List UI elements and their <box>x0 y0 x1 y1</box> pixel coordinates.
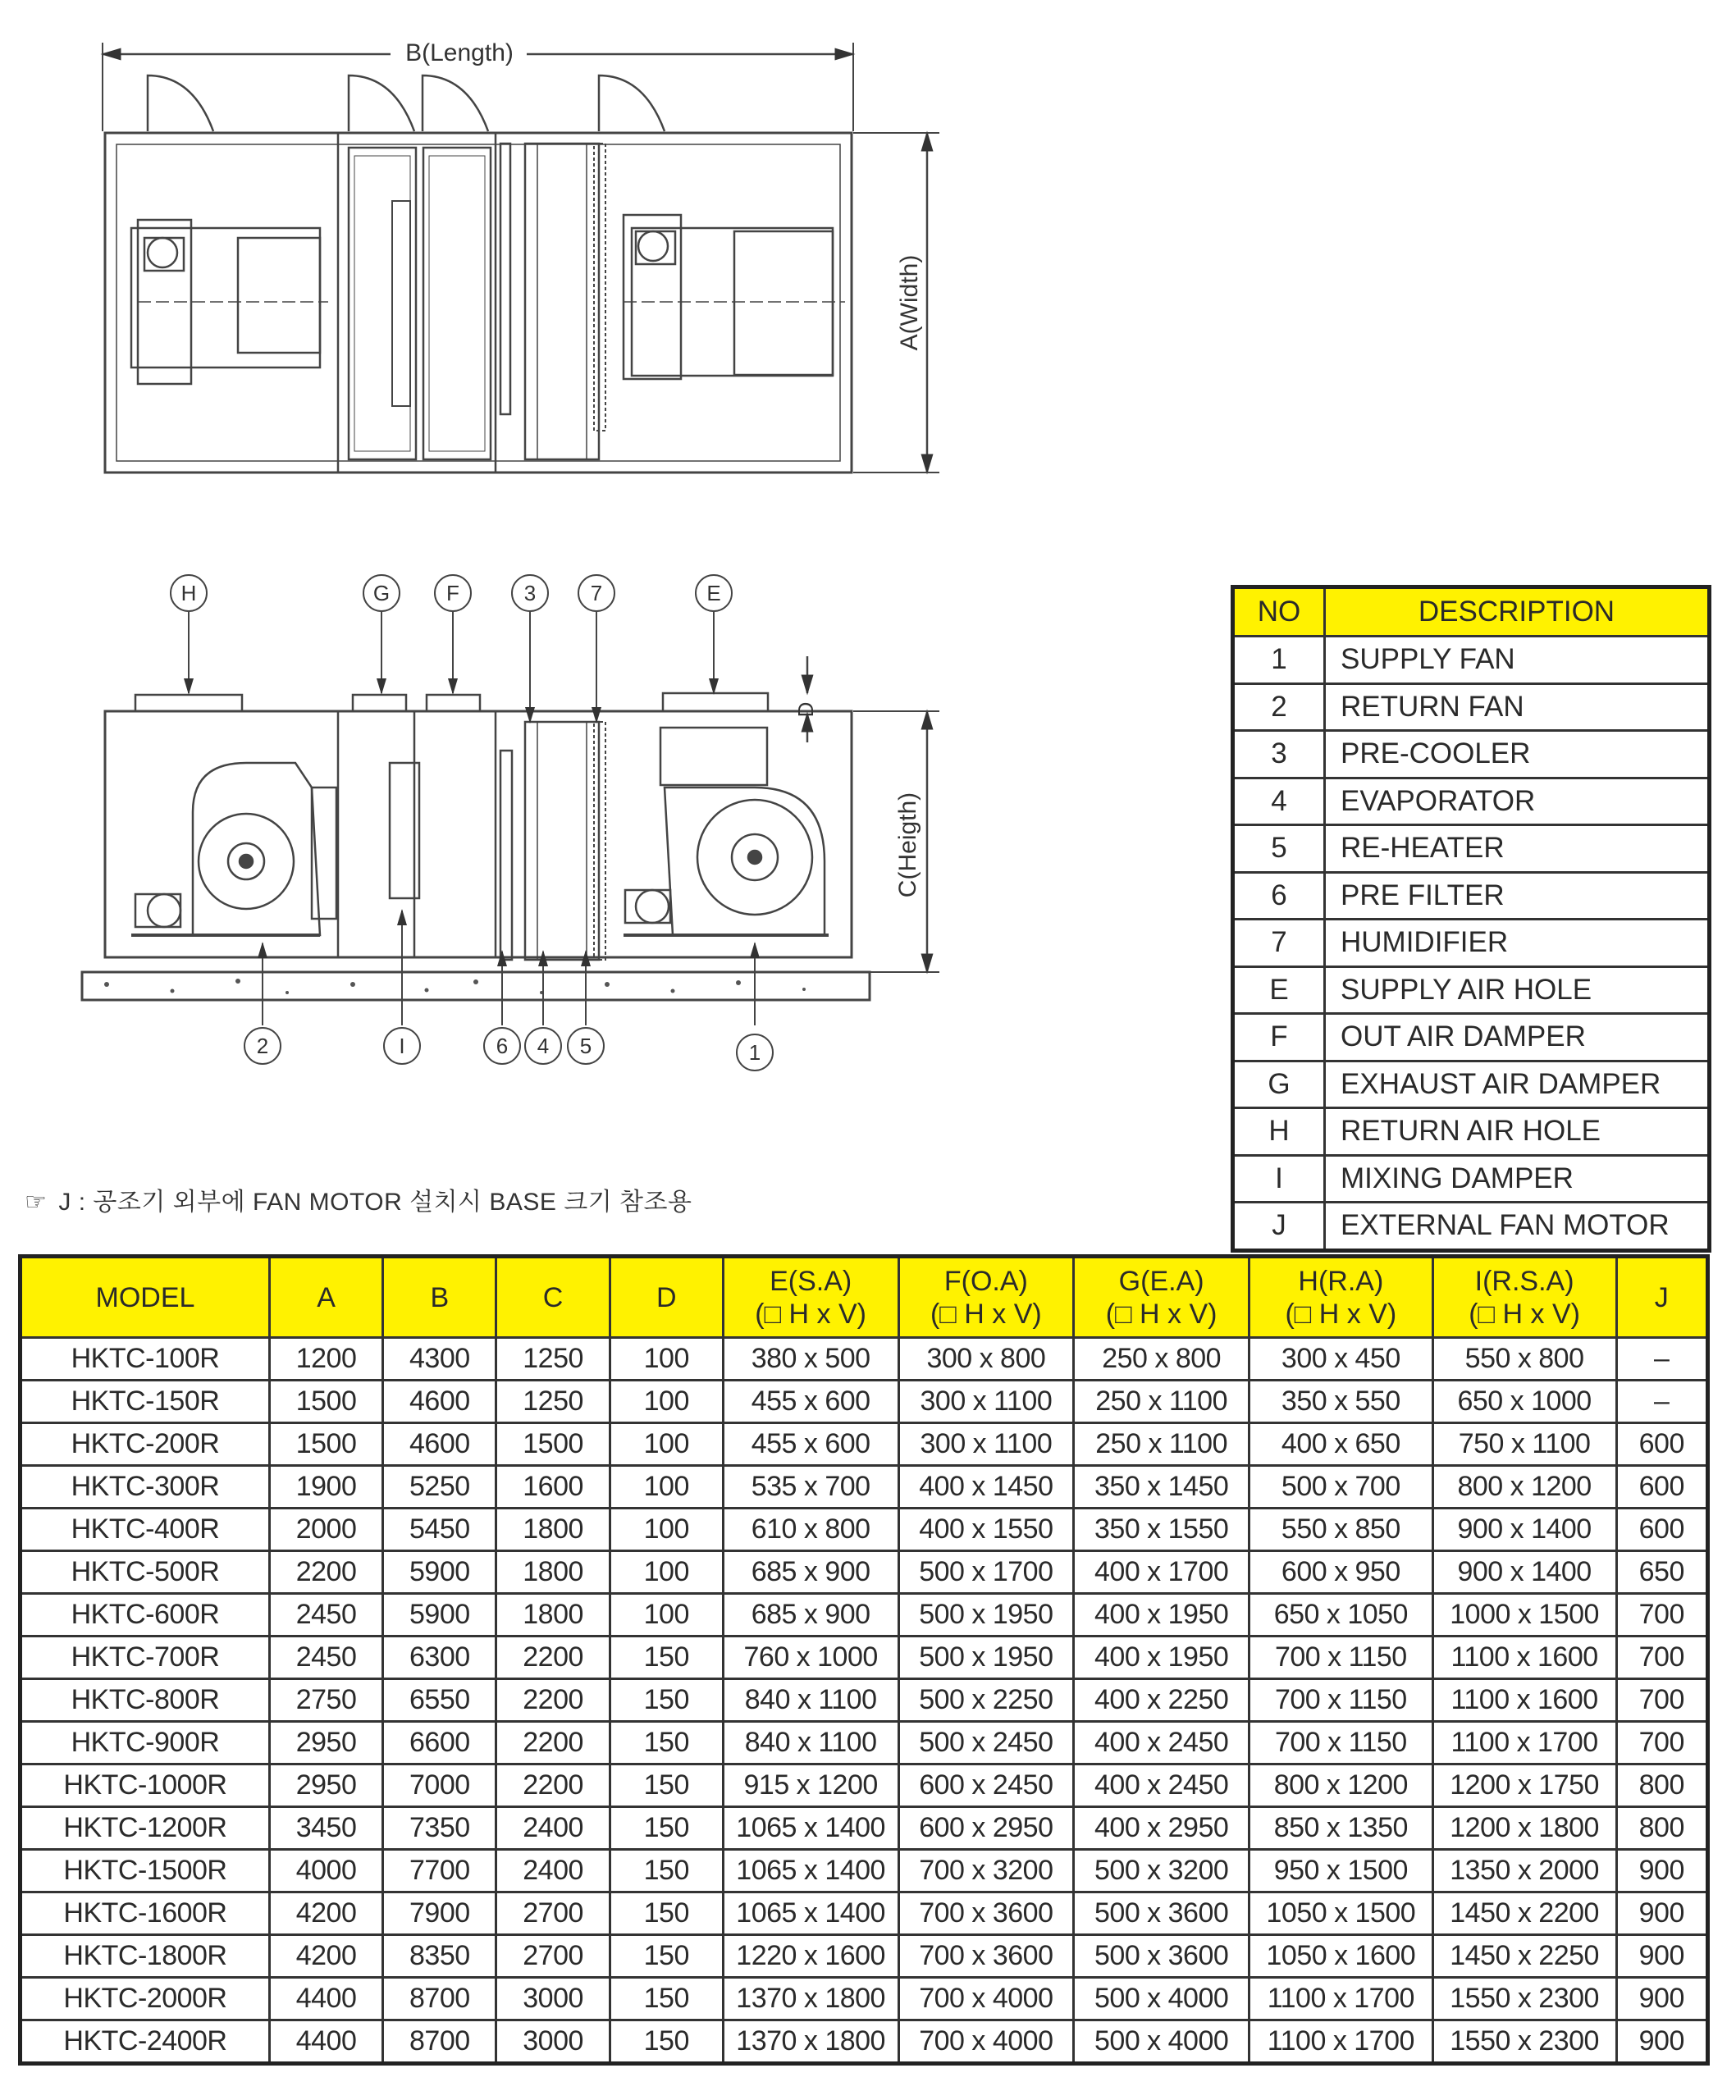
spec-cell: 550 x 850 <box>1249 1509 1433 1551</box>
spec-cell: 1550 x 2300 <box>1432 2020 1616 2064</box>
spec-cell: 4200 <box>269 1892 382 1935</box>
spec-cell: 700 x 1150 <box>1249 1722 1433 1764</box>
item-no: 6 <box>1233 872 1325 920</box>
spec-cell: 1800 <box>496 1509 610 1551</box>
spec-cell: 950 x 1500 <box>1249 1850 1433 1892</box>
spec-cell: 8700 <box>383 2020 496 2064</box>
width-label: A(Width) <box>895 254 923 351</box>
model-cell: HKTC-100R <box>21 1338 270 1381</box>
item-description: PRE-COOLER <box>1325 731 1710 778</box>
spec-cell: 2200 <box>496 1637 610 1679</box>
spec-cell: 4600 <box>383 1381 496 1423</box>
model-cell: HKTC-1800R <box>21 1935 270 1978</box>
spec-cell: 300 x 450 <box>1249 1338 1433 1381</box>
spec-cell: 400 x 2450 <box>1074 1722 1249 1764</box>
model-cell: HKTC-1000R <box>21 1764 270 1807</box>
model-cell: HKTC-2000R <box>21 1978 270 2020</box>
spec-cell: 500 x 1950 <box>898 1637 1074 1679</box>
column-header <box>723 1257 898 1338</box>
model-cell: HKTC-2400R <box>21 2020 270 2064</box>
spec-cell: 685 x 900 <box>723 1594 898 1637</box>
item-description: RETURN FAN <box>1325 683 1710 731</box>
spec-cell: 5250 <box>383 1466 496 1509</box>
column-header <box>1616 1257 1707 1338</box>
model-cell: HKTC-900R <box>21 1722 270 1764</box>
column-header-line: B <box>430 1281 450 1313</box>
spec-cell: 500 x 3200 <box>1074 1850 1249 1892</box>
spec-cell: 760 x 1000 <box>723 1637 898 1679</box>
spec-cell: 840 x 1100 <box>723 1722 898 1764</box>
column-header <box>898 1257 1074 1338</box>
top-callouts <box>171 575 732 611</box>
column-header-line: I(R.S.A) <box>1474 1265 1574 1297</box>
spec-cell: 700 <box>1616 1679 1707 1722</box>
bottom-callouts <box>244 1028 773 1071</box>
table-row <box>1233 1014 1710 1061</box>
spec-cell: 1800 <box>496 1551 610 1594</box>
callout-i: I <box>399 1034 405 1058</box>
header-no: NO <box>1233 587 1325 637</box>
spec-cell: 150 <box>610 1807 723 1850</box>
item-description: EXTERNAL FAN MOTOR <box>1325 1203 1710 1251</box>
spec-cell: 1250 <box>496 1338 610 1381</box>
table-row <box>21 1978 1708 2020</box>
d-label: D <box>793 701 818 718</box>
description-table <box>1231 585 1711 1253</box>
item-description: RE-HEATER <box>1325 825 1710 873</box>
table-row <box>21 2020 1708 2064</box>
spec-cell: 250 x 1100 <box>1074 1381 1249 1423</box>
spec-cell: 4600 <box>383 1423 496 1466</box>
spec-cell: 900 <box>1616 2020 1707 2064</box>
spec-cell: 5450 <box>383 1509 496 1551</box>
spec-cell: 150 <box>610 1935 723 1978</box>
spec-cell: 150 <box>610 2020 723 2064</box>
column-header-line: A <box>317 1281 336 1313</box>
callout-6: 6 <box>496 1034 509 1058</box>
spec-cell: 400 x 2950 <box>1074 1807 1249 1850</box>
spec-cell: 800 x 1200 <box>1432 1466 1616 1509</box>
spec-cell: 7900 <box>383 1892 496 1935</box>
callout-7: 7 <box>590 581 603 605</box>
table-row <box>21 1679 1708 1722</box>
spec-cell: 1100 x 1700 <box>1249 1978 1433 2020</box>
spec-cell: 500 x 2250 <box>898 1679 1074 1722</box>
table-row <box>21 1850 1708 1892</box>
table-row <box>1233 683 1710 731</box>
spec-cell: 700 x 3200 <box>898 1850 1074 1892</box>
column-header-line: (□ H x V) <box>1105 1298 1217 1330</box>
spec-cell: 1220 x 1600 <box>723 1935 898 1978</box>
spec-cell: 6600 <box>383 1722 496 1764</box>
item-description: SUPPLY FAN <box>1325 637 1710 684</box>
spec-cell: 7000 <box>383 1764 496 1807</box>
item-description: SUPPLY AIR HOLE <box>1325 966 1710 1014</box>
spec-cell: 1350 x 2000 <box>1432 1850 1616 1892</box>
model-cell: HKTC-1200R <box>21 1807 270 1850</box>
item-no: 1 <box>1233 637 1325 684</box>
model-cell: HKTC-800R <box>21 1679 270 1722</box>
spec-cell: 400 x 1950 <box>1074 1637 1249 1679</box>
spec-cell: 900 x 1400 <box>1432 1551 1616 1594</box>
spec-cell: 3450 <box>269 1807 382 1850</box>
spec-cell: 650 x 1050 <box>1249 1594 1433 1637</box>
spec-cell: 600 <box>1616 1509 1707 1551</box>
column-header <box>269 1257 382 1338</box>
header-description: DESCRIPTION <box>1325 587 1710 637</box>
callout-4: 4 <box>537 1034 550 1058</box>
table-row <box>21 1551 1708 1594</box>
spec-cell: 1500 <box>269 1381 382 1423</box>
spec-cell: 2200 <box>496 1764 610 1807</box>
item-no: H <box>1233 1108 1325 1156</box>
spec-cell: 1200 <box>269 1338 382 1381</box>
item-no: 2 <box>1233 683 1325 731</box>
spec-cell: 100 <box>610 1423 723 1466</box>
callout-3: 3 <box>523 581 537 605</box>
spec-cell: 2450 <box>269 1637 382 1679</box>
table-row <box>1233 920 1710 967</box>
callout-g: G <box>372 581 391 605</box>
spec-cell: 600 x 2950 <box>898 1807 1074 1850</box>
spec-cell: 600 x 2450 <box>898 1764 1074 1807</box>
spec-cell: 2200 <box>496 1679 610 1722</box>
table-row <box>21 1594 1708 1637</box>
spec-cell: 650 <box>1616 1551 1707 1594</box>
spec-cell: 700 x 4000 <box>898 2020 1074 2064</box>
spec-cell: 500 x 3600 <box>1074 1935 1249 1978</box>
concrete-texture <box>104 979 806 994</box>
spec-cell: 2400 <box>496 1807 610 1850</box>
spec-cell: 700 <box>1616 1722 1707 1764</box>
spec-cell: 100 <box>610 1466 723 1509</box>
spec-cell: 1200 x 1800 <box>1432 1807 1616 1850</box>
spec-cell: 4400 <box>269 1978 382 2020</box>
spec-cell: 2700 <box>496 1935 610 1978</box>
model-cell: HKTC-400R <box>21 1509 270 1551</box>
spec-cell: – <box>1616 1338 1707 1381</box>
spec-cell: 1450 x 2250 <box>1432 1935 1616 1978</box>
spec-cell: 300 x 1100 <box>898 1381 1074 1423</box>
column-header <box>610 1257 723 1338</box>
spec-cell: 400 x 1450 <box>898 1466 1074 1509</box>
spec-cell: 6300 <box>383 1637 496 1679</box>
leader-lines <box>189 611 755 1025</box>
specification-table <box>18 1254 1710 2066</box>
table-row <box>1233 1203 1710 1251</box>
spec-cell: 7350 <box>383 1807 496 1850</box>
spec-cell: 535 x 700 <box>723 1466 898 1509</box>
item-no: 7 <box>1233 920 1325 967</box>
spec-cell: 3000 <box>496 2020 610 2064</box>
callout-f: F <box>446 581 459 605</box>
spec-cell: 600 <box>1616 1423 1707 1466</box>
item-no: 3 <box>1233 731 1325 778</box>
model-cell: HKTC-1500R <box>21 1850 270 1892</box>
spec-cell: 150 <box>610 1722 723 1764</box>
note <box>25 1181 692 1217</box>
spec-cell: 4400 <box>269 2020 382 2064</box>
table-row <box>21 1807 1708 1850</box>
table-row <box>21 1892 1708 1935</box>
spec-cell: 100 <box>610 1509 723 1551</box>
spec-cell: 400 x 650 <box>1249 1423 1433 1466</box>
spec-cell: 2400 <box>496 1850 610 1892</box>
table-row <box>1233 1061 1710 1108</box>
spec-cell: 550 x 800 <box>1432 1338 1616 1381</box>
spec-cell: 8350 <box>383 1935 496 1978</box>
column-header-line: (□ H x V) <box>1285 1298 1397 1330</box>
spec-cell: 150 <box>610 1679 723 1722</box>
spec-cell: 2950 <box>269 1722 382 1764</box>
note-text: J : 공조기 외부에 FAN MOTOR 설치시 BASE 크기 참조용 <box>58 1189 692 1216</box>
spec-cell: 500 x 1950 <box>898 1594 1074 1637</box>
spec-cell: 700 x 1150 <box>1249 1679 1433 1722</box>
spec-cell: 800 <box>1616 1807 1707 1850</box>
spec-cell: 2000 <box>269 1509 382 1551</box>
item-description: MIXING DAMPER <box>1325 1155 1710 1203</box>
item-description: EXHAUST AIR DAMPER <box>1325 1061 1710 1108</box>
spec-cell: 1370 x 1800 <box>723 2020 898 2064</box>
spec-cell: 350 x 1450 <box>1074 1466 1249 1509</box>
spec-cell: 150 <box>610 1850 723 1892</box>
spec-cell: 400 x 1700 <box>1074 1551 1249 1594</box>
table-row <box>1233 731 1710 778</box>
spec-cell: 350 x 1550 <box>1074 1509 1249 1551</box>
spec-cell: 4200 <box>269 1935 382 1978</box>
spec-cell: 455 x 600 <box>723 1381 898 1423</box>
spec-cell: 8700 <box>383 1978 496 2020</box>
item-description: OUT AIR DAMPER <box>1325 1014 1710 1061</box>
spec-cell: 500 x 2450 <box>898 1722 1074 1764</box>
item-description: HUMIDIFIER <box>1325 920 1710 967</box>
spec-cell: 150 <box>610 1764 723 1807</box>
model-cell: HKTC-600R <box>21 1594 270 1637</box>
column-header-line: (□ H x V) <box>930 1298 1042 1330</box>
spec-cell: 2750 <box>269 1679 382 1722</box>
table-row <box>21 1637 1708 1679</box>
item-no: 4 <box>1233 778 1325 825</box>
table-row <box>21 1466 1708 1509</box>
spec-cell: – <box>1616 1381 1707 1423</box>
spec-cell: 400 x 2450 <box>1074 1764 1249 1807</box>
spec-cell: 400 x 1550 <box>898 1509 1074 1551</box>
spec-cell: 840 x 1100 <box>723 1679 898 1722</box>
spec-cell: 250 x 800 <box>1074 1338 1249 1381</box>
spec-cell: 5900 <box>383 1551 496 1594</box>
spec-cell: 500 x 1700 <box>898 1551 1074 1594</box>
spec-cell: 100 <box>610 1551 723 1594</box>
spec-cell: 2450 <box>269 1594 382 1637</box>
item-no: 5 <box>1233 825 1325 873</box>
item-no: G <box>1233 1061 1325 1108</box>
spec-cell: 1500 <box>269 1423 382 1466</box>
spec-cell: 500 x 4000 <box>1074 2020 1249 2064</box>
spec-cell: 4300 <box>383 1338 496 1381</box>
spec-cell: 700 x 1150 <box>1249 1637 1433 1679</box>
model-cell: HKTC-700R <box>21 1637 270 1679</box>
spec-cell: 100 <box>610 1594 723 1637</box>
spec-cell: 500 x 700 <box>1249 1466 1433 1509</box>
spec-cell: 1600 <box>496 1466 610 1509</box>
column-header-line: F(O.A) <box>943 1265 1028 1297</box>
spec-cell: 900 x 1400 <box>1432 1509 1616 1551</box>
spec-cell: 150 <box>610 1978 723 2020</box>
spec-cell: 900 <box>1616 1935 1707 1978</box>
spec-cell: 1000 x 1500 <box>1432 1594 1616 1637</box>
spec-cell: 1065 x 1400 <box>723 1850 898 1892</box>
spec-cell: 700 <box>1616 1637 1707 1679</box>
model-cell: HKTC-300R <box>21 1466 270 1509</box>
table-row <box>1233 825 1710 873</box>
spec-cell: 455 x 600 <box>723 1423 898 1466</box>
table-row <box>1233 1108 1710 1156</box>
spec-cell: 250 x 1100 <box>1074 1423 1249 1466</box>
table-row <box>1233 1155 1710 1203</box>
column-header <box>1432 1257 1616 1338</box>
column-header-line: MODEL <box>95 1281 195 1313</box>
item-no: E <box>1233 966 1325 1014</box>
spec-cell: 700 <box>1616 1594 1707 1637</box>
spec-cell: 1065 x 1400 <box>723 1807 898 1850</box>
spec-cell: 380 x 500 <box>723 1338 898 1381</box>
spec-cell: 700 x 3600 <box>898 1892 1074 1935</box>
column-header-line: (□ H x V) <box>755 1298 867 1330</box>
table-row <box>21 1381 1708 1423</box>
model-cell: HKTC-150R <box>21 1381 270 1423</box>
column-header-line: C <box>542 1281 564 1313</box>
spec-cell: 600 <box>1616 1466 1707 1509</box>
spec-cell: 850 x 1350 <box>1249 1807 1433 1850</box>
spec-cell: 100 <box>610 1338 723 1381</box>
spec-cell: 900 <box>1616 1892 1707 1935</box>
spec-cell: 400 x 1950 <box>1074 1594 1249 1637</box>
spec-cell: 1250 <box>496 1381 610 1423</box>
spec-cell: 900 <box>1616 1850 1707 1892</box>
spec-cell: 800 x 1200 <box>1249 1764 1433 1807</box>
pointing-hand-icon: ☞ <box>25 1189 48 1216</box>
table-row <box>21 1509 1708 1551</box>
item-no: I <box>1233 1155 1325 1203</box>
table-row <box>21 1722 1708 1764</box>
spec-cell: 600 x 950 <box>1249 1551 1433 1594</box>
spec-cell: 500 x 4000 <box>1074 1978 1249 2020</box>
spec-cell: 1450 x 2200 <box>1432 1892 1616 1935</box>
column-header-line: D <box>656 1281 677 1313</box>
table-row <box>1233 966 1710 1014</box>
item-description: RETURN AIR HOLE <box>1325 1108 1710 1156</box>
spec-cell: 300 x 1100 <box>898 1423 1074 1466</box>
spec-cell: 900 <box>1616 1978 1707 2020</box>
column-header <box>383 1257 496 1338</box>
callout-e: E <box>706 581 721 605</box>
table-row <box>1233 637 1710 684</box>
spec-cell: 5900 <box>383 1594 496 1637</box>
column-header <box>21 1257 270 1338</box>
spec-cell: 700 x 4000 <box>898 1978 1074 2020</box>
plan-view <box>103 43 939 472</box>
table-row <box>21 1935 1708 1978</box>
spec-cell: 750 x 1100 <box>1432 1423 1616 1466</box>
spec-cell: 2700 <box>496 1892 610 1935</box>
callout-2: 2 <box>256 1034 269 1058</box>
callout-1: 1 <box>748 1040 761 1065</box>
spec-cell: 1900 <box>269 1466 382 1509</box>
item-no: F <box>1233 1014 1325 1061</box>
column-header <box>1249 1257 1433 1338</box>
spec-cell: 7700 <box>383 1850 496 1892</box>
spec-cell: 100 <box>610 1381 723 1423</box>
spec-cell: 1100 x 1700 <box>1432 1722 1616 1764</box>
model-cell: HKTC-1600R <box>21 1892 270 1935</box>
length-label: B(Length) <box>405 39 514 66</box>
spec-cell: 6550 <box>383 1679 496 1722</box>
spec-cell: 150 <box>610 1637 723 1679</box>
spec-cell: 4000 <box>269 1850 382 1892</box>
model-cell: HKTC-200R <box>21 1423 270 1466</box>
spec-cell: 3000 <box>496 1978 610 2020</box>
column-header-line: J <box>1654 1281 1669 1313</box>
spec-cell: 1500 <box>496 1423 610 1466</box>
table-row <box>1233 872 1710 920</box>
callout-h: H <box>180 581 197 605</box>
spec-cell: 685 x 900 <box>723 1551 898 1594</box>
spec-cell: 1100 x 1600 <box>1432 1679 1616 1722</box>
spec-cell: 700 x 3600 <box>898 1935 1074 1978</box>
column-header <box>496 1257 610 1338</box>
spec-cell: 400 x 2250 <box>1074 1679 1249 1722</box>
item-description: EVAPORATOR <box>1325 778 1710 825</box>
spec-cell: 1550 x 2300 <box>1432 1978 1616 2020</box>
spec-cell: 1065 x 1400 <box>723 1892 898 1935</box>
column-header-line: H(R.A) <box>1298 1265 1384 1297</box>
callout-5: 5 <box>579 1034 592 1058</box>
spec-cell: 915 x 1200 <box>723 1764 898 1807</box>
column-header <box>1074 1257 1249 1338</box>
spec-cell: 500 x 3600 <box>1074 1892 1249 1935</box>
spec-cell: 2950 <box>269 1764 382 1807</box>
spec-cell: 150 <box>610 1892 723 1935</box>
spec-cell: 1050 x 1500 <box>1249 1892 1433 1935</box>
spec-cell: 300 x 800 <box>898 1338 1074 1381</box>
table-row <box>21 1423 1708 1466</box>
item-description: PRE FILTER <box>1325 872 1710 920</box>
spec-cell: 610 x 800 <box>723 1509 898 1551</box>
spec-cell: 1370 x 1800 <box>723 1978 898 2020</box>
spec-cell: 2200 <box>496 1722 610 1764</box>
height-label: C(Heigth) <box>893 792 921 898</box>
table-row <box>21 1338 1708 1381</box>
column-header-line: G(E.A) <box>1118 1265 1204 1297</box>
table-row <box>1233 778 1710 825</box>
model-cell: HKTC-500R <box>21 1551 270 1594</box>
spec-cell: 350 x 550 <box>1249 1381 1433 1423</box>
spec-cell: 1200 x 1750 <box>1432 1764 1616 1807</box>
spec-cell: 1100 x 1700 <box>1249 2020 1433 2064</box>
spec-cell: 1800 <box>496 1594 610 1637</box>
table-row <box>21 1764 1708 1807</box>
spec-cell: 800 <box>1616 1764 1707 1807</box>
column-header-line: E(S.A) <box>770 1265 852 1297</box>
item-no: J <box>1233 1203 1325 1251</box>
spec-cell: 1100 x 1600 <box>1432 1637 1616 1679</box>
spec-cell: 1050 x 1600 <box>1249 1935 1433 1978</box>
column-header-line: (□ H x V) <box>1469 1298 1580 1330</box>
spec-cell: 2200 <box>269 1551 382 1594</box>
spec-cell: 650 x 1000 <box>1432 1381 1616 1423</box>
